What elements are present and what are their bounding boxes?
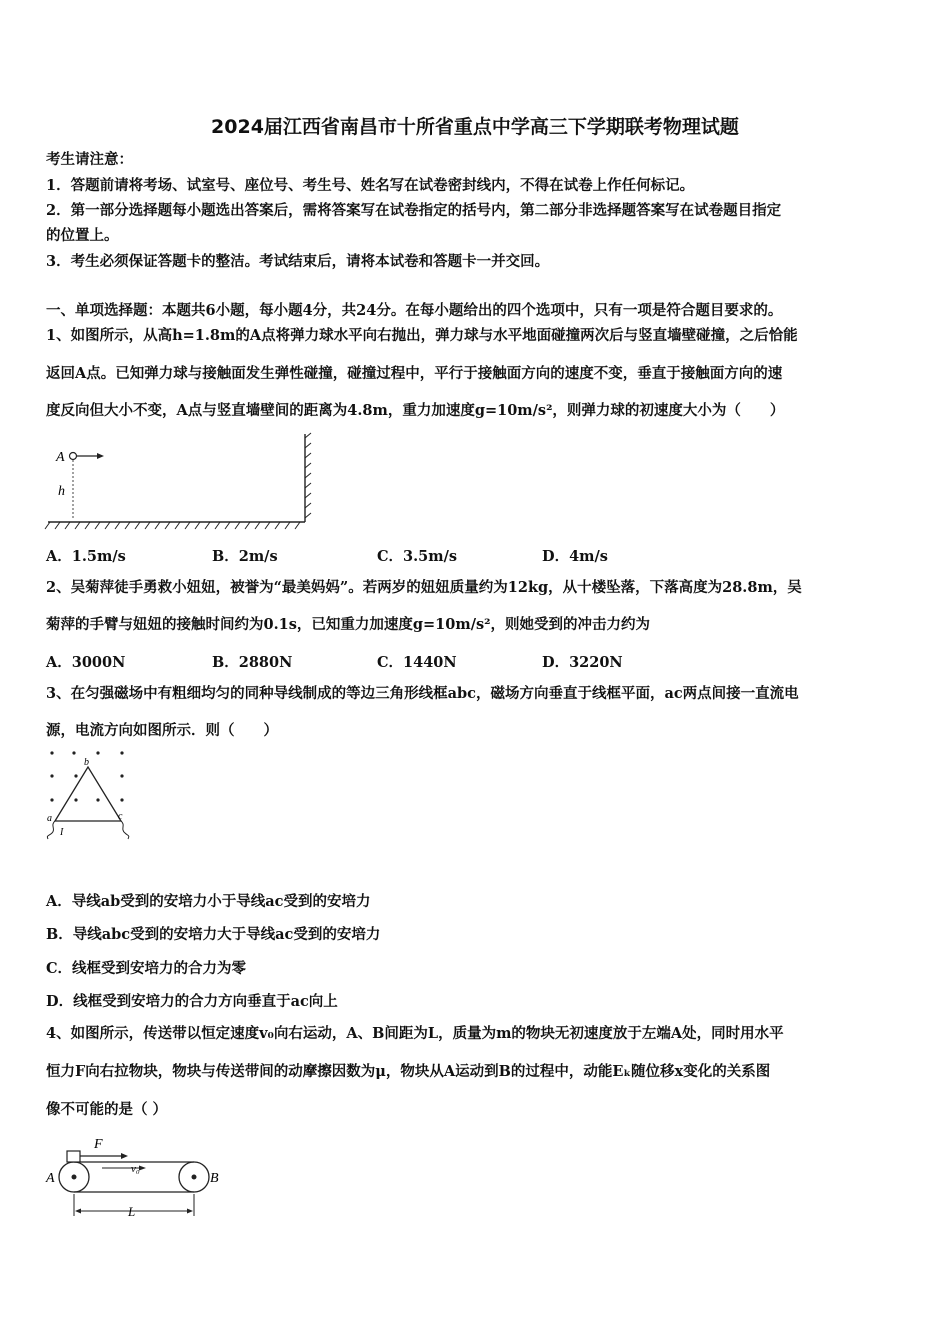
q4-label-v0: v₀	[131, 1163, 140, 1175]
section-heading: 一、单项选择题：本题共6小题，每小题4分，共24分。在每小题给出的四个选项中，只有一项是符合题目要求的。	[46, 302, 783, 319]
q3-label-c: c	[118, 811, 123, 822]
q4-text: 恒力F向右拉物块，物块与传送带间的动摩擦因数为μ，物块从A运动到B的过程中，动能Eₖ随位移x变化的关系图	[46, 1063, 771, 1080]
q3-figure	[42, 745, 142, 850]
notice-line: 3．考生必须保证答题卡的整洁。考试结束后，请将本试卷和答题卡一并交回。	[46, 253, 550, 270]
q2-option-d: D．3220N	[542, 654, 623, 671]
q1-text: 1、如图所示，从高h=1.8m的A点将弹力球水平向右抛出，弹力球与水平地面碰撞两次后与竖直墙壁碰撞，之后恰能	[46, 327, 798, 344]
q4-label-a: A	[46, 1171, 55, 1186]
q3-label-i: I	[60, 827, 64, 838]
q3-option-b: B．导线abc受到的安培力大于导线ac受到的安培力	[46, 926, 381, 943]
q4-label-f: F	[94, 1137, 103, 1152]
q1-label-a: A	[56, 450, 65, 465]
notice-heading: 考生请注意：	[46, 151, 133, 168]
q2-text: 2、吴菊萍徒手勇救小妞妞，被誉为“最美妈妈”。若两岁的妞妞质量约为12kg，从十楼坠落，下落高度为28.8m，吴	[46, 579, 802, 596]
q1-text: 返回A点。已知弹力球与接触面发生弹性碰撞，碰撞过程中，平行于接触面方向的速度不变，垂直于接触面方向的速	[46, 365, 783, 382]
q3-text: 源，电流方向如图所示．则（ ）	[46, 722, 278, 739]
q1-option-b: B．2m/s	[212, 548, 278, 565]
q4-text: 像不可能的是（ ）	[46, 1101, 168, 1118]
notice-line: 1．答题前请将考场、试室号、座位号、考生号、姓名写在试卷密封线内，不得在试卷上作任何标记。	[46, 177, 695, 194]
q4-figure	[42, 1130, 242, 1225]
q1-option-d: D．4m/s	[542, 548, 608, 565]
q1-option-c: C．3.5m/s	[377, 548, 458, 565]
q1-figure	[40, 432, 320, 532]
notice-line: 的位置上。	[46, 227, 119, 244]
page-title: 2024届江西省南昌市十所省重点中学高三下学期联考物理试题	[211, 116, 739, 138]
q2-option-c: C．1440N	[377, 654, 457, 671]
q3-option-d: D．线框受到安培力的合力方向垂直于ac向上	[46, 993, 338, 1010]
q1-option-a: A．1.5m/s	[46, 548, 126, 565]
q3-option-a: A．导线ab受到的安培力小于导线ac受到的安培力	[46, 893, 371, 910]
q1-label-h: h	[58, 484, 65, 499]
q3-label-a: a	[47, 813, 52, 824]
q3-option-c: C．线框受到安培力的合力为零	[46, 960, 247, 977]
q4-text: 4、如图所示，传送带以恒定速度v₀向右运动，A、B间距为L，质量为m的物块无初速度放于左端A处，同时用水平	[46, 1025, 784, 1042]
q2-text: 菊萍的手臂与妞妞的接触时间约为0.1s，已知重力加速度g=10m/s²，则她受到的冲击力约为	[46, 616, 651, 633]
q2-option-b: B．2880N	[212, 654, 293, 671]
q3-label-b: b	[84, 757, 89, 768]
q2-option-a: A．3000N	[46, 654, 126, 671]
q4-label-b: B	[210, 1171, 219, 1186]
notice-line: 2．第一部分选择题每小题选出答案后，需将答案写在试卷指定的括号内，第二部分非选择题答案写在试卷题目指定	[46, 202, 782, 219]
q3-text: 3、在匀强磁场中有粗细均匀的同种导线制成的等边三角形线框abc，磁场方向垂直于线框平面，ac两点间接一直流电	[46, 685, 799, 702]
q1-text: 度反向但大小不变，A点与竖直墙壁间的距离为4.8m，重力加速度g=10m/s²，则弹力球的初速度大小为（ ）	[46, 402, 785, 419]
q4-label-l: L	[128, 1204, 136, 1219]
